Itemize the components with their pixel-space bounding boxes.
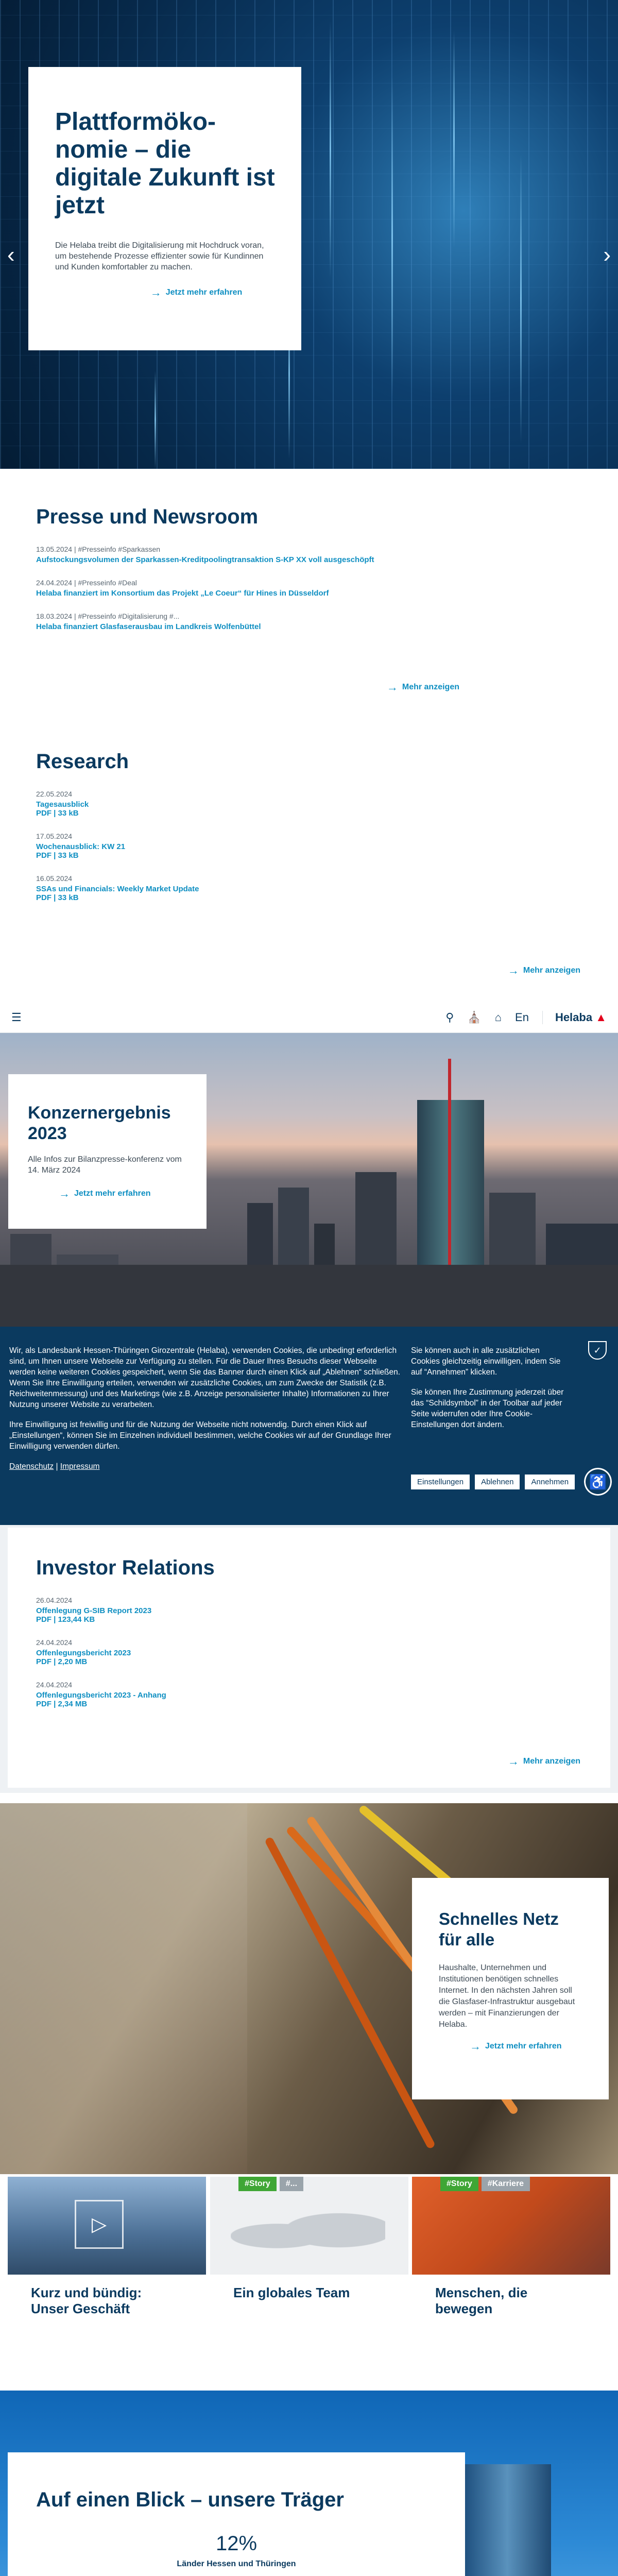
list-item — [36, 579, 461, 598]
owners-label-1: Länder Hessen und Thüringen — [177, 2560, 296, 2568]
annual-result-cta-link[interactable]: → Jetzt mehr erfahren — [59, 1187, 151, 1200]
helaba-logo[interactable]: Helaba ▲ — [542, 1011, 607, 1024]
fast-network-text: Haushalte, Unternehmen und Institutionen benötigen schnelles Internet. In den nächsten Jahren soll die Glasfaser-Infrastruktur ausgebaut werden – mit Finanzierungen der Helaba. — [439, 1963, 575, 2029]
fast-network-title: Schnelles Netz für alle — [439, 1909, 559, 1949]
cookie-settings-button[interactable]: Einstellungen — [411, 1475, 470, 1489]
play-icon[interactable]: ▷ — [75, 2200, 124, 2249]
news-meta: 13.05.2024 | #Presseinfo #Sparkassen — [36, 545, 161, 553]
chevron-right-icon[interactable]: › — [603, 242, 611, 267]
press-more-link[interactable]: → Mehr anzeigen — [386, 681, 459, 693]
arrow-right-icon: → — [507, 1755, 519, 1768]
teaser-tile[interactable] — [210, 2177, 408, 2349]
hero-cta-link[interactable]: → Jetzt mehr erfahren — [150, 286, 243, 299]
owners-title: Auf einen Blick – unsere Träger — [36, 2488, 344, 2511]
cookie-revoke-hint: Sie können Ihre Zustimmung jederzeit über das “Schildsymbol” in der Toolbar auf jeder Seite widerrufen oder Ihre Cookie-Einstellungen dort ändern. — [411, 1388, 564, 1429]
world-map-icon — [231, 2208, 385, 2264]
news-link[interactable]: Aufstockungsvolumen der Sparkassen-Kreditpoolingtransaktion S-KP XX voll ausgeschöpft — [36, 555, 374, 564]
shield-icon[interactable]: ✓ — [588, 1341, 607, 1360]
arrow-right-icon: → — [59, 1187, 70, 1200]
file-size: PDF | 2,20 MB — [36, 1657, 88, 1666]
news-link[interactable]: Helaba finanziert im Konsortium das Projekt „Le Coeur“ für Hines in Düsseldorf — [36, 589, 329, 598]
list-item — [36, 1681, 582, 1708]
investor-more-link[interactable]: → Mehr anzeigen — [507, 1755, 580, 1768]
logo-mark-icon: ▲ — [595, 1010, 607, 1024]
tile-title: Menschen, die bewegen — [435, 2285, 528, 2316]
list-item — [36, 545, 461, 564]
item-date: 16.05.2024 — [36, 874, 73, 883]
privacy-link[interactable]: Datenschutz — [9, 1462, 54, 1471]
cookie-reject-button[interactable]: Ablehnen — [475, 1475, 520, 1489]
building-icon[interactable]: ⛪ — [467, 1010, 482, 1024]
tag-badge[interactable]: #Karriere — [482, 2177, 530, 2191]
cookie-accept-hint: Sie können auch in alle zusätzlichen Cookies gleichzeitig einwilligen, indem Sie auf “Annehmen” klicken. — [411, 1346, 561, 1377]
annual-result-title: Konzernergebnis 2023 — [28, 1103, 171, 1143]
tile-title: Kurz und bündig: Unser Geschäft — [31, 2285, 142, 2316]
teaser-tile[interactable] — [8, 2177, 206, 2349]
cookie-accept-button[interactable]: Annehmen — [525, 1475, 575, 1489]
document-link[interactable]: Wochenausblick: KW 21 — [36, 842, 126, 851]
research-section — [8, 721, 610, 997]
item-date: 17.05.2024 — [36, 832, 73, 840]
arrow-right-icon: → — [386, 681, 398, 693]
owners-section — [8, 2452, 465, 2576]
arrow-right-icon: → — [150, 286, 162, 299]
investor-relations-section — [8, 1528, 610, 1788]
hamburger-icon[interactable]: ☰ — [11, 1010, 22, 1024]
file-size: PDF | 123,44 KB — [36, 1615, 95, 1624]
item-date: 24.04.2024 — [36, 1681, 73, 1689]
tag-badge[interactable]: #Story — [238, 2177, 277, 2191]
home-icon[interactable]: ⌂ — [494, 1010, 502, 1024]
list-item — [36, 832, 582, 860]
fast-network-cta-link[interactable]: → Jetzt mehr erfahren — [470, 2040, 562, 2053]
arrow-right-icon: → — [470, 2040, 481, 2053]
news-meta: 24.04.2024 | #Presseinfo #Deal — [36, 579, 137, 587]
teaser-tile[interactable] — [412, 2177, 610, 2349]
item-date: 26.04.2024 — [36, 1596, 73, 1604]
annual-result-card — [8, 1074, 207, 1229]
search-icon[interactable]: ⚲ — [445, 1010, 454, 1024]
link-separator: | — [56, 1462, 58, 1471]
press-section — [8, 477, 489, 714]
sticky-header — [0, 1002, 618, 1033]
document-link[interactable]: Tagesausblick — [36, 800, 89, 809]
tile-title: Ein globales Team — [233, 2285, 350, 2300]
cookie-consent-text: Ihre Einwilligung ist freiwillig und für die Nutzung der Webseite nicht notwendig. Durch einen Klick auf „Einstellungen“, können Sie im Einzelnen individuell bestimmen, welche Cookies wir auf der Grundlage Ihrer Einwilligung verwenden dürfen. — [9, 1420, 391, 1451]
hero-text: Die Helaba treibt die Digitalisierung mit Hochdruck voran, um bestehende Prozesse effizienter sowie für Kundinnen und Kunden komfortabler zu machen. — [55, 241, 264, 272]
file-size: PDF | 2,34 MB — [36, 1700, 88, 1708]
cookie-banner — [0, 1327, 618, 1525]
imprint-link[interactable]: Impressum — [60, 1462, 100, 1471]
file-size: PDF | 33 kB — [36, 893, 79, 902]
fast-network-card — [412, 1878, 609, 2099]
chevron-left-icon[interactable]: ‹ — [7, 242, 15, 267]
file-size: PDF | 33 kB — [36, 851, 79, 860]
item-date: 22.05.2024 — [36, 790, 73, 798]
hero-card — [28, 67, 301, 350]
cookie-text: Wir, als Landesbank Hessen-Thüringen Girozentrale (Helaba), verwenden Cookies, die unbedingt erforderlich sind, um Ihnen unsere Webseite zur Verfügung zu stellen. Für die Dauer Ihres Besuchs dieser Webseite werden keine weiteren Cookies gespeichert, wenn Sie das Banner durch einen Klick auf „Ablehnen“ schließen. Wenn Sie Ihre Einwilligung erteilen, verwenden wir zusätzliche Cookies, um zum Zwecke der Statistik (z.B. Reichweitenmessung) und des Marketings (wie z.B. Anzeige personalisierter Inhalte) Informationen zu Ihrer Nutzung unserer Website zu verarbeiten. — [9, 1346, 401, 1409]
item-date: 24.04.2024 — [36, 1638, 73, 1647]
arrow-right-icon: → — [507, 964, 519, 977]
document-link[interactable]: Offenlegungsbericht 2023 — [36, 1649, 131, 1657]
news-link[interactable]: Helaba finanziert Glasfaserausbau im Landkreis Wolfenbüttel — [36, 622, 261, 631]
document-link[interactable]: SSAs und Financials: Weekly Market Update — [36, 885, 199, 893]
document-link[interactable]: Offenlegung G-SIB Report 2023 — [36, 1606, 152, 1615]
language-switch[interactable]: En — [515, 1010, 529, 1024]
document-link[interactable]: Offenlegungsbericht 2023 - Anhang — [36, 1691, 166, 1700]
accessibility-icon[interactable]: ♿ — [582, 1466, 614, 1498]
annual-result-text: Alle Infos zur Bilanzpresse-konferenz vom 14. März 2024 — [28, 1155, 182, 1175]
press-title: Presse und Newsroom — [36, 505, 259, 528]
tag-badge[interactable]: #... — [280, 2177, 303, 2191]
list-item — [36, 790, 582, 818]
file-size: PDF | 33 kB — [36, 809, 79, 818]
investor-title: Investor Relations — [36, 1556, 215, 1579]
hero-title: Plattformöko-nomie – die digitale Zukunft ist jetzt — [55, 108, 275, 219]
tag-badge[interactable]: #Story — [440, 2177, 478, 2191]
list-item — [36, 612, 461, 631]
list-item — [36, 874, 582, 902]
research-title: Research — [36, 750, 129, 773]
list-item — [36, 1596, 582, 1624]
owners-value-1: 12% — [215, 2532, 258, 2555]
news-meta: 18.03.2024 | #Presseinfo #Digitalisierung #... — [36, 612, 180, 620]
research-more-link[interactable]: → Mehr anzeigen — [507, 964, 580, 977]
list-item — [36, 1638, 582, 1666]
